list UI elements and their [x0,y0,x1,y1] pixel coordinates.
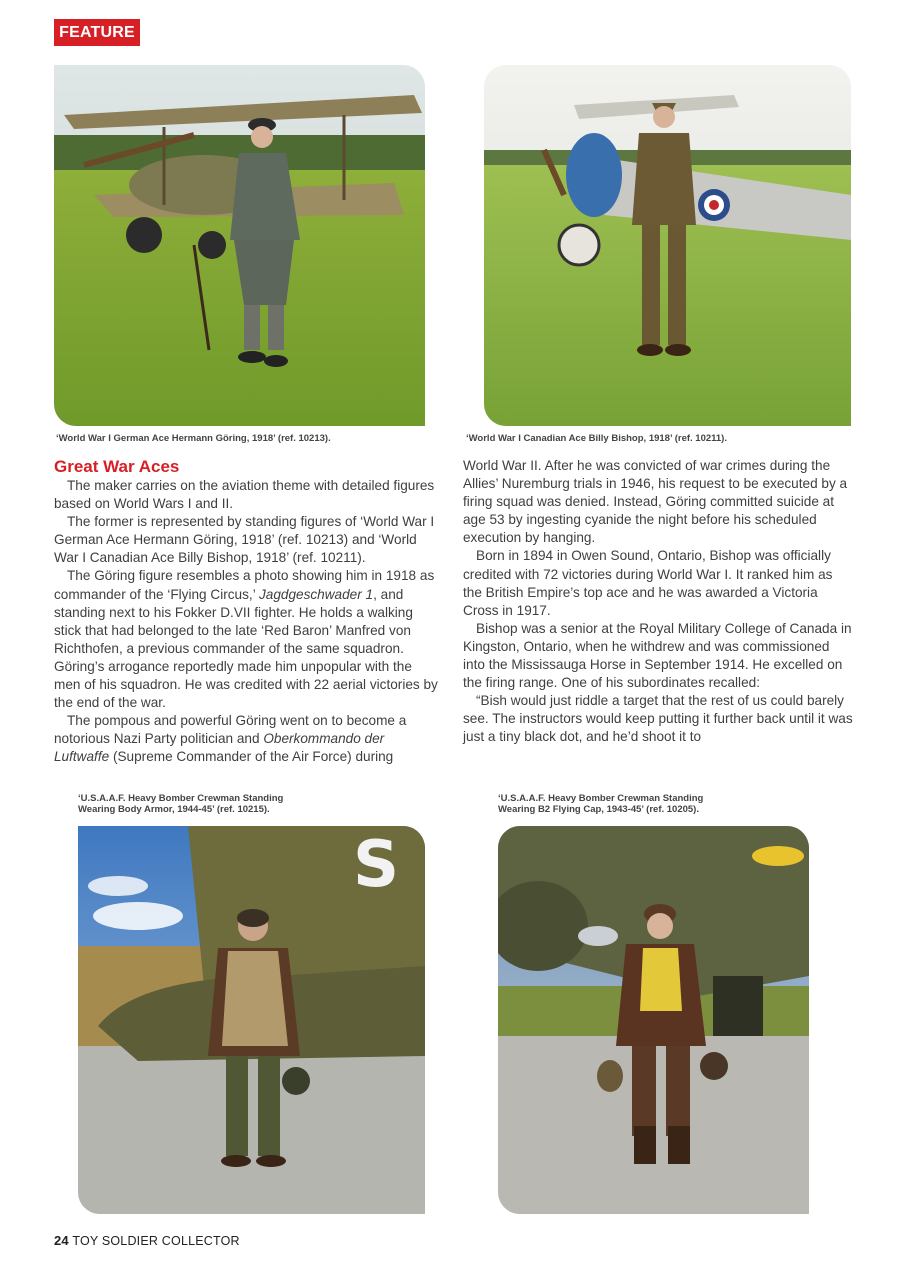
goring-caption: ‘World War I German Ace Hermann Göring, 1918’ (ref. 10213). [56,433,331,444]
crewman-armor-photo [78,826,425,1214]
page-footer [54,1233,240,1248]
paragraph: “Bish would just riddle a target that the rest of us could barely see. The instructors would keep putting it further back until it was just a tiny black dot, and he’d shoot it to [463,693,853,745]
bishop-caption: ‘World War I Canadian Ace Billy Bishop, 1918’ (ref. 10211). [466,433,727,444]
crewman-cap-caption: ‘U.S.A.A.F. Heavy Bomber Crewman Standing Wearing B2 Flying Cap, 1943-45’ (ref. 10205). [498,793,704,815]
article-column-left [54,458,442,767]
paragraph: The former is represented by standing figures of ‘World War I German Ace Hermann Göring, 1918’ (ref. 10213) and ‘World War I Canadian Ace Billy Bishop, 1918’ (ref. 10211). [54,514,435,566]
page-number: 24 [54,1233,69,1248]
paragraph: Bishop was a senior at the Royal Military College of Canada in Kingston, Ontario, when he withdrew and was commissioned into the Mississauga Horse in September 1914. He excelled on the firing range. One of his subordinates recalled: [463,620,852,691]
bishop-figure-photo [484,65,851,426]
paragraph: World War II. After he was convicted of war crimes during the Allies’ Nuremburg trials in 1946, his request to be executed by a firing squad was denied. Instead, Göring committed suicide at age 53 by ingesting cyanide the night before his scheduled execution by hanging. [463,458,848,546]
paragraph: Born in 1894 in Owen Sound, Ontario, Bishop was officially credited with 72 victories during World War I. It ranked him as the British Empire’s top ace and he was awarded a Victoria Cross in 1917. [463,548,833,618]
feature-badge: FEATURE [54,19,140,46]
goring-figure-photo [54,65,425,426]
paragraph: The maker carries on the aviation theme with detailed figures based on World Wars I and II. [54,478,435,512]
aircraft-marking-text: S [352,828,400,902]
paragraph: The pompous and powerful Göring went on to become a notorious Nazi Party politician and Oberkommando der Luftwaffe (Supreme Commander of the Air Force) during [54,713,407,765]
article-column-right [463,457,855,747]
paragraph: The Göring figure resembles a photo showing him in 1918 as commander of the ‘Flying Circus,’ Jagdgeschwader 1, and standing next to his Fokker D.VII fighter. He holds a walking stick that had belonged to the late ‘Red Baron’ Manfred von Richthofen, a previous commander of the same squadron. Göring’s arrogance reportedly made him unpopular with the men of his squadron. He was credited with 22 aerial victories by the end of the war. [54,568,438,711]
section-heading: Great War Aces [54,457,180,476]
crewman-cap-photo [498,826,809,1214]
publication-name: TOY SOLDIER COLLECTOR [72,1234,240,1248]
crewman-armor-caption: ‘U.S.A.A.F. Heavy Bomber Crewman Standing Wearing Body Armor, 1944-45’ (ref. 10215). [78,793,284,815]
